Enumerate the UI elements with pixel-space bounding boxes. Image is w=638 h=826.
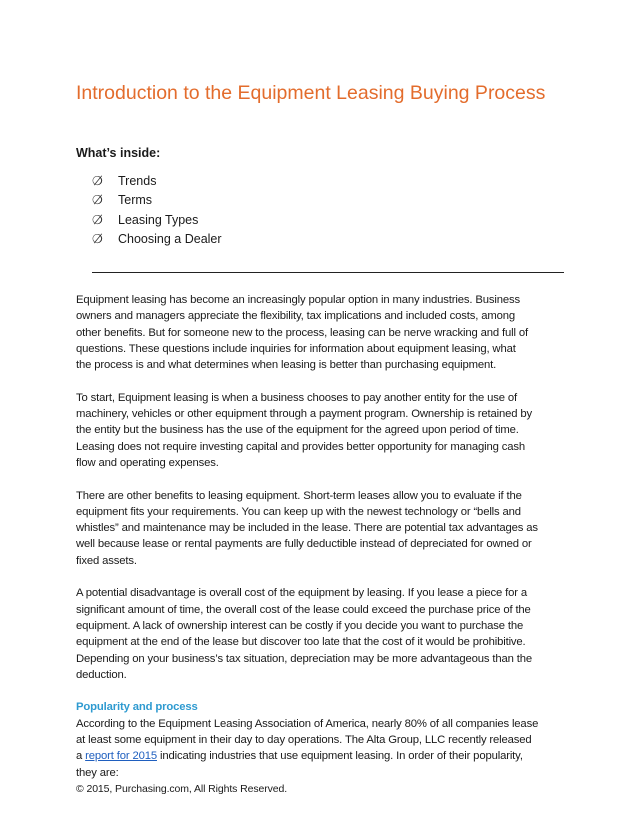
list-item bbox=[92, 191, 222, 211]
text-line: To start, Equipment leasing is when a business chooses to pay another entity for the use of bbox=[76, 391, 518, 404]
checkmark-icon: ❍̸ bbox=[92, 212, 103, 227]
paragraph bbox=[76, 488, 570, 569]
checkmark-icon: ❍̸ bbox=[92, 193, 103, 208]
list-item bbox=[92, 210, 222, 230]
list-item-label: Leasing Types bbox=[118, 212, 199, 227]
section-divider bbox=[92, 272, 564, 273]
text-fragment: a bbox=[76, 750, 86, 763]
list-item bbox=[92, 230, 222, 250]
text-line: flow and operating expenses. bbox=[76, 456, 219, 469]
section-heading: Popularity and process bbox=[76, 701, 198, 714]
text-line: deduction. bbox=[76, 668, 127, 681]
paragraph bbox=[76, 390, 570, 471]
text-line: fixed assets. bbox=[76, 554, 137, 567]
text-line: There are other benefits to leasing equipment. Short-term leases allow you to evaluate if the bbox=[76, 489, 522, 502]
checkmark-icon: ❍̸ bbox=[92, 173, 103, 188]
text-line: owners and managers appreciate the flexibility, tax implications and included costs, among bbox=[76, 310, 516, 323]
page-title: Introduction to the Equipment Leasing Buying Process bbox=[76, 82, 546, 104]
text-line bbox=[76, 748, 570, 764]
text-line: the entity but the business has the use of the equipment for the agreed upon period of time. bbox=[76, 424, 519, 437]
list-item-label: Terms bbox=[118, 193, 153, 208]
text-line: at least some equipment in their day to day operations. The Alta Group, LLC recently released bbox=[76, 734, 532, 747]
whats-inside-label: What’s inside: bbox=[76, 146, 161, 160]
text-line: Equipment leasing has become an increasingly popular option in many industries. Business bbox=[76, 294, 520, 306]
text-line: other benefits. But for someone new to the process, leasing can be nerve wracking and full of bbox=[76, 326, 529, 339]
text-line: they are: bbox=[76, 766, 119, 779]
section-popularity bbox=[76, 699, 570, 780]
text-line: questions. These questions include inquiries for information about equipment leasing, what bbox=[76, 342, 516, 355]
report-link[interactable]: report for 2015 bbox=[85, 750, 157, 763]
text-line: well because lease or rental payments are fully deductible instead of depreciated for owned or bbox=[76, 538, 532, 551]
text-line: significant amount of time, the overall cost of the lease could exceed the purchase price of the bbox=[76, 603, 531, 616]
paragraph bbox=[76, 585, 570, 683]
body-text bbox=[76, 292, 570, 781]
contents-list bbox=[92, 171, 222, 249]
list-item bbox=[92, 171, 222, 191]
text-line: equipment fits your requirements. You can keep up with the newest technology or “bells and bbox=[76, 505, 521, 518]
list-item-label: Choosing a Dealer bbox=[118, 232, 222, 247]
paragraph bbox=[76, 292, 570, 373]
text-line: Depending on your business’s tax situation, depreciation may be more advantageous than the bbox=[76, 652, 533, 665]
checkmark-icon: ❍̸ bbox=[92, 232, 103, 247]
copyright-footer: © 2015, Purchasing.com, All Rights Reserved. bbox=[76, 783, 288, 795]
text-fragment: indicating industries that use equipment leasing. In order of their popularity, bbox=[156, 750, 523, 763]
text-line: According to the Equipment Leasing Association of America, nearly 80% of all companies lease bbox=[76, 717, 539, 730]
list-item-label: Trends bbox=[118, 173, 157, 188]
text-line: equipment. A lack of ownership interest can be costly if you decide you want to purchase the bbox=[76, 619, 524, 632]
text-line: equipment at the end of the lease but discover too late that the cost of it would be prohibitive. bbox=[76, 636, 526, 649]
text-line: A potential disadvantage is overall cost of the equipment by leasing. If you lease a piece for a bbox=[76, 587, 527, 600]
text-line: machinery, vehicles or other equipment through a payment program. Ownership is retained by bbox=[76, 408, 532, 421]
text-line: whistles” and maintenance may be included in the lease. There are potential tax advantages as bbox=[76, 522, 538, 535]
text-line: the process is and what determines when leasing is better than purchasing equipment. bbox=[76, 359, 497, 372]
text-line: Leasing does not require investing capital and provides better opportunity for managing cash bbox=[76, 440, 526, 453]
